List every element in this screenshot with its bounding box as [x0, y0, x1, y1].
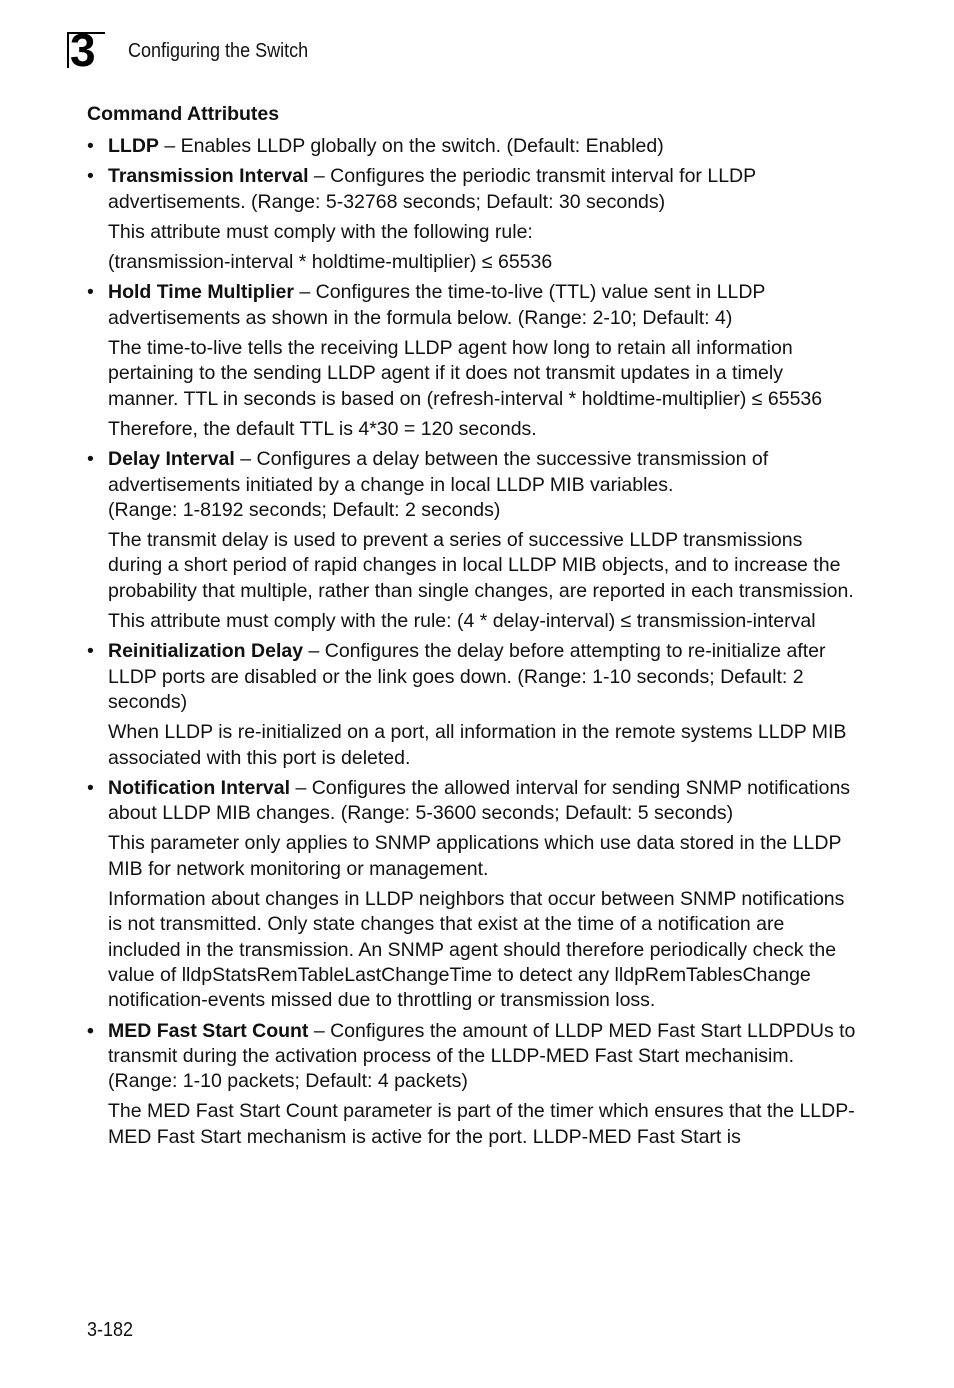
attribute-paragraph: When LLDP is re-initialized on a port, all information in the remote systems LLDP MIB associated with this port is deleted.: [108, 721, 847, 769]
attribute-item-hold-time-multiplier: [87, 280, 857, 442]
attribute-description: – Configures the periodic transmit interval for LLDP advertisements. (Range: 5-32768 seconds; Default: 30 seconds): [108, 165, 756, 213]
attribute-lead: [108, 776, 857, 827]
attribute-paragraph: The time-to-live tells the receiving LLDP agent how long to retain all information pertaining to the sending LLDP agent if it does not transmit updates in a timely manner. TTL in seconds is based on (refresh-interval * holdtime-multiplier) ≤ 65536: [108, 337, 823, 410]
attribute-description: – Configures the allowed interval for sending SNMP notifications about LLDP MIB changes. (Range: 5-3600 seconds; Default: 5 seconds): [108, 776, 851, 825]
bullet-icon: •: [87, 640, 94, 663]
attribute-term: Reinitialization Delay: [108, 640, 304, 663]
attribute-lead: [108, 639, 857, 715]
attribute-paragraph: This attribute must comply with the rule: (4 * delay-interval) ≤ transmission-interval: [108, 610, 816, 633]
attribute-paragraph: Information about changes in LLDP neighbors that occur between SNMP notifications is not transmitted. Only state changes that exist at the time of a notification are included in the transmission. An SNMP agent should therefore periodically check the value of lldpStatsRemTableLastChangeTime to detect any lldpRemTablesChange notification-events missed due to throttling or transmission loss.: [108, 888, 845, 1012]
attribute-description: – Configures the delay before attempting to re-initialize after LLDP ports are disabled or the link goes down. (Range: 1-10 seconds; Default: 2 seconds): [108, 640, 826, 713]
attribute-item-transmission-interval: [87, 164, 857, 275]
page-number: 3-182: [87, 1319, 134, 1341]
attribute-term: Notification Interval: [108, 776, 291, 799]
attribute-item-notification-interval: [87, 776, 857, 1014]
attribute-paragraph: Therefore, the default TTL is 4*30 = 120 seconds.: [108, 417, 537, 440]
attribute-paragraph: This attribute must comply with the following rule:: [108, 220, 533, 243]
attribute-lead: [108, 1019, 857, 1095]
attribute-term: Transmission Interval: [108, 165, 309, 188]
attribute-item-lldp: [87, 134, 857, 159]
attribute-lead: [108, 280, 857, 331]
attribute-description-range: (Range: 1-8192 seconds; Default: 2 seconds): [108, 498, 501, 521]
attribute-formula: (transmission-interval * holdtime-multiplier) ≤ 65536: [108, 251, 553, 274]
bullet-icon: •: [87, 776, 94, 799]
attribute-description: – Configures the time-to-live (TTL) value sent in LLDP advertisements as shown in the formula below. (Range: 2-10; Default: 4): [108, 281, 766, 329]
page-content: [87, 101, 857, 1155]
bullet-icon: •: [87, 1019, 94, 1042]
attribute-lead: [108, 447, 857, 523]
attribute-list: [87, 134, 857, 1150]
bullet-icon: •: [87, 135, 94, 157]
section-heading: Command Attributes: [87, 103, 280, 125]
bullet-icon: •: [87, 448, 94, 471]
bullet-icon: •: [87, 281, 94, 304]
attribute-paragraph: The MED Fast Start Count parameter is part of the timer which ensures that the LLDP-MED Fast Start mechanism is active for the port. LLDP-MED Fast Start is: [108, 1100, 855, 1148]
attribute-item-reinitialization-delay: [87, 639, 857, 770]
running-title: Configuring the Switch: [128, 40, 309, 62]
bullet-icon: •: [87, 165, 94, 188]
attribute-description: – Configures the amount of LLDP MED Fast Start LLDPDUs to transmit during the activation process of the LLDP-MED Fast Start mechanisim. (Range: 1-10 packets; Default: 4 packets): [108, 1019, 856, 1093]
attribute-lead: [108, 164, 857, 215]
attribute-paragraph: This parameter only applies to SNMP applications which use data stored in the LLDP MIB for network monitoring or management.: [108, 832, 842, 880]
attribute-description: – Enables LLDP globally on the switch. (Default: Enabled): [158, 135, 664, 157]
attribute-description: – Configures a delay between the successive transmission of advertisements initiated by a change in local LLDP MIB variables.: [108, 448, 769, 496]
attribute-item-med-fast-start-count: [87, 1019, 857, 1150]
attribute-term: Delay Interval: [108, 448, 235, 471]
attribute-item-delay-interval: [87, 447, 857, 634]
attribute-term: LLDP: [108, 135, 159, 157]
attribute-term: MED Fast Start Count: [108, 1019, 309, 1042]
chapter-number: 3: [70, 24, 96, 76]
attribute-paragraph: The transmit delay is used to prevent a series of successive LLDP transmissions during a short period of rapid changes in local LLDP MIB objects, and to increase the probability that multiple, rather than single changes, are reported in each transmission.: [108, 529, 854, 602]
attribute-lead: [108, 134, 857, 159]
attribute-term: Hold Time Multiplier: [108, 281, 294, 304]
